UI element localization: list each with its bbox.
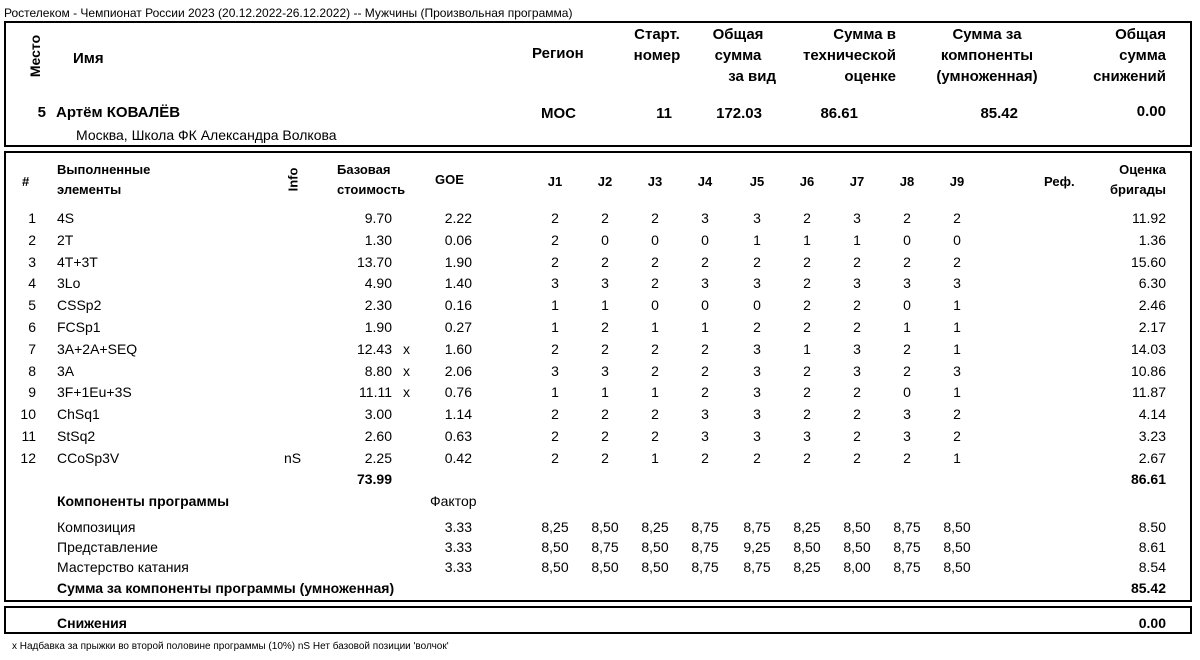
component-name: Мастерство катания [57, 559, 189, 575]
element-judge-5: 3 [753, 341, 761, 357]
element-judge-2: 2 [601, 428, 609, 444]
element-goe: 1.90 [444, 254, 472, 270]
element-judge-5: 3 [753, 210, 761, 226]
element-score: 11.87 [1132, 384, 1166, 400]
element-score: 14.03 [1130, 341, 1166, 357]
element-judge-9: 3 [953, 275, 961, 291]
element-judge-4: 1 [701, 319, 709, 335]
element-judge-8: 1 [903, 319, 911, 335]
start-no-label-line1: Старт. [634, 26, 680, 43]
element-score: 2.17 [1138, 319, 1166, 335]
deductions-row-label: Снижения [57, 615, 127, 631]
element-goe: 1.40 [444, 275, 472, 291]
element-code: 4T+3T [57, 254, 98, 270]
element-score: 15.60 [1130, 254, 1166, 270]
element-judge-7: 2 [853, 254, 861, 270]
judge-header-5: J5 [749, 174, 765, 189]
element-judge-1: 1 [551, 384, 559, 400]
element-judge-3: 1 [651, 384, 659, 400]
component-name: Представление [57, 539, 158, 555]
element-judge-8: 3 [903, 428, 911, 444]
element-judge-2: 1 [601, 297, 609, 313]
element-num: 5 [28, 297, 36, 313]
judge-header-8: J8 [899, 174, 915, 189]
component-judge-5: 9,25 [743, 539, 771, 555]
element-num: 6 [28, 319, 36, 335]
element-judge-4: 3 [701, 428, 709, 444]
skater-name: Артём КОВАЛЁВ [56, 104, 181, 121]
judge-header-9: J9 [949, 174, 965, 189]
skater-place: 5 [37, 104, 46, 121]
component-judge-8: 8,75 [893, 539, 921, 555]
element-score: 2.67 [1138, 450, 1166, 466]
element-judge-8: 3 [903, 275, 911, 291]
element-judge-8: 2 [903, 363, 911, 379]
element-judge-5: 3 [753, 275, 761, 291]
element-base: 3.00 [364, 406, 392, 422]
element-base: 12.43 [356, 341, 392, 357]
element-judge-7: 1 [853, 232, 861, 248]
element-judge-9: 2 [953, 254, 961, 270]
col-score-header-line1: Оценка [1119, 162, 1166, 177]
element-goe: 0.76 [444, 384, 472, 400]
col-score-header [1086, 160, 1166, 200]
element-judge-5: 3 [753, 363, 761, 379]
element-judge-4: 3 [701, 275, 709, 291]
element-judge-6: 1 [803, 232, 811, 248]
deductions-label [1076, 24, 1166, 87]
element-judge-6: 2 [803, 297, 811, 313]
element-base: 2.60 [364, 428, 392, 444]
component-judge-1: 8,50 [541, 539, 569, 555]
element-base: 11.11 [359, 384, 392, 400]
start-no-label [622, 24, 692, 66]
component-score: 8.61 [1138, 539, 1166, 555]
component-factor: 3.33 [444, 559, 472, 575]
element-judge-5: 0 [753, 297, 761, 313]
component-judge-6: 8,50 [793, 539, 821, 555]
element-code: 3A+2A+SEQ [57, 341, 138, 357]
component-score: 8.54 [1138, 559, 1166, 575]
element-judge-1: 3 [551, 363, 559, 379]
element-code: ChSq1 [57, 406, 100, 422]
element-score: 2.46 [1138, 297, 1166, 313]
element-num: 1 [28, 210, 36, 226]
element-code: FCSp1 [57, 319, 101, 335]
judge-header-7: J7 [849, 174, 865, 189]
tes-label-line2: технической [802, 47, 896, 64]
element-judge-7: 2 [853, 319, 861, 335]
skater-pcs: 85.42 [980, 105, 1018, 122]
pcs-label-line1: Сумма за [952, 26, 1022, 43]
component-score: 8.50 [1138, 519, 1166, 535]
element-judge-4: 2 [701, 450, 709, 466]
total-label-line3: за вид [728, 68, 776, 85]
element-bonus-mark: x [403, 384, 410, 400]
component-judge-8: 8,75 [893, 519, 921, 535]
element-judge-9: 2 [953, 428, 961, 444]
element-judge-5: 2 [753, 254, 761, 270]
deductions-box [4, 606, 1192, 634]
element-judge-2: 1 [601, 384, 609, 400]
element-judge-5: 2 [753, 450, 761, 466]
judge-header-6: J6 [799, 174, 815, 189]
element-judge-4: 2 [701, 363, 709, 379]
element-num: 11 [21, 428, 36, 444]
element-judge-9: 1 [953, 297, 961, 313]
skater-total: 172.03 [716, 105, 762, 122]
component-judge-4: 8,75 [691, 539, 719, 555]
deductions-label-line1: Общая [1115, 26, 1166, 43]
tes-total: 86.61 [1130, 471, 1166, 487]
component-judge-9: 8,50 [943, 539, 971, 555]
element-judge-8: 2 [903, 341, 911, 357]
element-num: 10 [20, 406, 36, 422]
element-judge-5: 1 [753, 232, 761, 248]
element-judge-7: 2 [853, 297, 861, 313]
element-judge-8: 0 [903, 384, 911, 400]
element-judge-7: 3 [853, 210, 861, 226]
element-code: 2T [57, 232, 74, 248]
element-judge-9: 1 [953, 341, 961, 357]
element-goe: 0.06 [444, 232, 472, 248]
element-bonus-mark: x [403, 363, 410, 379]
component-judge-2: 8,50 [591, 559, 619, 575]
element-judge-2: 2 [601, 319, 609, 335]
element-num: 9 [28, 384, 36, 400]
element-judge-8: 0 [903, 232, 911, 248]
col-elements-header [57, 160, 150, 200]
place-label: Место [27, 34, 43, 78]
element-num: 4 [28, 275, 36, 291]
element-judge-4: 3 [701, 210, 709, 226]
component-judge-7: 8,50 [843, 539, 871, 555]
components-title: Компоненты программы [57, 493, 230, 509]
element-judge-7: 3 [853, 275, 861, 291]
total-label-line2: сумма [714, 47, 762, 64]
element-judge-7: 3 [853, 363, 861, 379]
element-judge-1: 3 [551, 275, 559, 291]
element-judge-2: 2 [601, 406, 609, 422]
skater-club: Москва, Школа ФК Александра Волкова [76, 127, 337, 143]
element-judge-3: 0 [651, 232, 659, 248]
element-goe: 0.63 [444, 428, 472, 444]
element-judge-1: 2 [551, 406, 559, 422]
components-sum-label: Сумма за компоненты программы (умноженная) [57, 580, 395, 596]
element-judge-3: 2 [651, 254, 659, 270]
component-judge-6: 8,25 [793, 559, 821, 575]
component-judge-3: 8,50 [641, 539, 669, 555]
element-judge-6: 3 [803, 428, 811, 444]
component-factor: 3.33 [444, 539, 472, 555]
deductions-label-line3: снижений [1093, 68, 1166, 85]
pcs-label-line3: (умноженная) [936, 68, 1038, 85]
component-judge-9: 8,50 [943, 519, 971, 535]
element-base: 1.30 [364, 232, 392, 248]
skater-deductions: 0.00 [1136, 103, 1166, 120]
element-judge-1: 2 [551, 428, 559, 444]
col-score-header-line2: бригады [1110, 182, 1166, 197]
element-judge-6: 2 [803, 363, 811, 379]
element-code: 3Lo [57, 275, 81, 291]
element-judge-6: 2 [803, 319, 811, 335]
element-judge-2: 2 [601, 450, 609, 466]
element-judge-1: 2 [551, 232, 559, 248]
element-num: 7 [28, 341, 36, 357]
component-judge-9: 8,50 [943, 559, 971, 575]
element-judge-3: 2 [651, 210, 659, 226]
deductions-label-line2: сумма [1119, 47, 1166, 64]
element-goe: 2.06 [444, 363, 472, 379]
element-judge-2: 3 [601, 363, 609, 379]
element-code: 4S [57, 210, 75, 226]
element-judge-7: 2 [853, 384, 861, 400]
component-judge-3: 8,25 [641, 519, 669, 535]
element-judge-9: 2 [953, 210, 961, 226]
element-judge-7: 3 [853, 341, 861, 357]
element-base: 1.90 [364, 319, 392, 335]
element-judge-8: 3 [903, 406, 911, 422]
tes-label-line1: Сумма в [833, 26, 896, 43]
element-base: 9.70 [364, 210, 392, 226]
element-code: CSSp2 [57, 297, 102, 313]
footnote: x Надбавка за прыжки во второй половине программы (10%) nS Нет базовой позиции 'волчок' [12, 641, 449, 652]
skater-start-no: 11 [656, 105, 672, 122]
element-code: 3F+1Eu+3S [57, 384, 132, 400]
element-goe: 1.60 [444, 341, 472, 357]
element-judge-6: 2 [803, 384, 811, 400]
element-judge-3: 2 [651, 406, 659, 422]
element-judge-4: 2 [701, 341, 709, 357]
element-judge-9: 0 [953, 232, 961, 248]
component-judge-4: 8,75 [691, 559, 719, 575]
element-judge-5: 3 [753, 406, 761, 422]
judge-header-3: J3 [647, 174, 663, 189]
element-judge-4: 3 [701, 406, 709, 422]
element-judge-2: 0 [601, 232, 609, 248]
judge-header-1: J1 [547, 174, 563, 189]
col-ref-header: Реф. [1044, 174, 1075, 189]
component-judge-8: 8,75 [893, 559, 921, 575]
element-judge-9: 3 [953, 363, 961, 379]
element-bonus-mark: x [403, 341, 410, 357]
element-judge-6: 2 [803, 275, 811, 291]
col-info-header: Info [285, 167, 301, 192]
components-sum-value: 85.42 [1130, 580, 1166, 596]
component-factor: 3.33 [444, 519, 472, 535]
element-judge-8: 0 [903, 297, 911, 313]
component-judge-1: 8,50 [541, 559, 569, 575]
element-judge-3: 2 [651, 428, 659, 444]
element-judge-6: 1 [803, 341, 811, 357]
component-name: Композиция [57, 519, 136, 535]
component-judge-2: 8,75 [591, 539, 619, 555]
element-judge-3: 0 [651, 297, 659, 313]
base-total: 73.99 [356, 471, 392, 487]
element-base: 4.90 [364, 275, 392, 291]
col-base-header-line2: стоимость [337, 182, 406, 197]
event-title: Ростелеком - Чемпионат России 2023 (20.12.2022-26.12.2022) -- Мужчины (Произвольная программа) [4, 6, 573, 20]
element-judge-3: 1 [651, 319, 659, 335]
element-judge-4: 0 [701, 232, 709, 248]
element-judge-8: 2 [903, 210, 911, 226]
tes-label-line3: оценке [844, 68, 896, 85]
element-judge-3: 2 [651, 341, 659, 357]
component-judge-5: 8,75 [743, 559, 771, 575]
component-judge-3: 8,50 [641, 559, 669, 575]
skater-region: MOC [541, 105, 576, 122]
element-judge-8: 2 [903, 254, 911, 270]
element-goe: 0.42 [444, 450, 472, 466]
element-goe: 1.14 [444, 406, 472, 422]
component-judge-6: 8,25 [793, 519, 821, 535]
pcs-label [925, 24, 1049, 87]
element-judge-3: 2 [651, 275, 659, 291]
element-judge-7: 2 [853, 428, 861, 444]
element-judge-3: 1 [651, 450, 659, 466]
factor-label: Фактор [430, 493, 477, 509]
element-code: StSq2 [57, 428, 96, 444]
element-base: 2.30 [364, 297, 392, 313]
component-judge-7: 8,50 [843, 519, 871, 535]
element-goe: 2.22 [444, 210, 472, 226]
element-score: 10.86 [1130, 363, 1166, 379]
element-num: 2 [28, 232, 36, 248]
element-judge-5: 3 [753, 384, 761, 400]
element-judge-2: 2 [601, 341, 609, 357]
judge-header-2: J2 [597, 174, 613, 189]
col-elements-header-line1: Выполненные [57, 162, 151, 177]
element-goe: 0.16 [444, 297, 472, 313]
element-goe: 0.27 [444, 319, 472, 335]
element-judge-1: 2 [551, 450, 559, 466]
element-judge-9: 2 [953, 406, 961, 422]
element-judge-8: 2 [903, 450, 911, 466]
element-judge-1: 1 [551, 319, 559, 335]
pcs-label-line2: компоненты [940, 47, 1034, 64]
element-num: 3 [28, 254, 36, 270]
element-judge-9: 1 [953, 450, 961, 466]
element-judge-2: 3 [601, 275, 609, 291]
skater-tes: 86.61 [820, 105, 858, 122]
element-score: 6.30 [1138, 275, 1166, 291]
component-judge-4: 8,75 [691, 519, 719, 535]
element-score: 3.23 [1138, 428, 1166, 444]
component-judge-1: 8,25 [541, 519, 569, 535]
tes-label [788, 24, 896, 87]
element-base: 2.25 [364, 450, 392, 466]
element-score: 1.36 [1138, 232, 1166, 248]
element-code: 3A [57, 363, 75, 379]
element-judge-6: 2 [803, 450, 811, 466]
element-score: 4.14 [1138, 406, 1166, 422]
element-judge-4: 2 [701, 254, 709, 270]
col-base-header [337, 160, 405, 200]
deductions-row-value: 0.00 [1138, 615, 1166, 631]
element-judge-4: 2 [701, 384, 709, 400]
element-judge-6: 2 [803, 210, 811, 226]
element-num: 12 [20, 450, 36, 466]
element-base: 8.80 [364, 363, 392, 379]
col-num-header: # [22, 174, 30, 189]
element-judge-5: 3 [753, 428, 761, 444]
element-base: 13.70 [356, 254, 392, 270]
element-judge-7: 2 [853, 450, 861, 466]
col-base-header-line1: Базовая [337, 162, 391, 177]
total-label-line1: Общая [712, 26, 764, 43]
component-judge-2: 8,50 [591, 519, 619, 535]
element-judge-6: 2 [803, 406, 811, 422]
element-judge-1: 1 [551, 297, 559, 313]
total-label [700, 24, 776, 87]
element-judge-2: 2 [601, 254, 609, 270]
name-label: Имя [73, 50, 104, 67]
element-judge-2: 2 [601, 210, 609, 226]
element-judge-3: 2 [651, 363, 659, 379]
col-goe-header: GOE [435, 172, 464, 187]
element-code: CCoSp3V [57, 450, 120, 466]
element-judge-1: 2 [551, 341, 559, 357]
element-judge-1: 2 [551, 210, 559, 226]
element-info: nS [284, 450, 302, 466]
judge-header-4: J4 [697, 174, 713, 189]
region-label: Регион [532, 45, 584, 62]
element-judge-1: 2 [551, 254, 559, 270]
col-elements-header-line2: элементы [57, 182, 122, 197]
element-judge-5: 2 [753, 319, 761, 335]
element-score: 11.92 [1132, 210, 1166, 226]
element-judge-9: 1 [953, 319, 961, 335]
start-no-label-line2: номер [633, 47, 681, 64]
component-judge-7: 8,00 [843, 559, 871, 575]
component-judge-5: 8,75 [743, 519, 771, 535]
element-judge-9: 1 [953, 384, 961, 400]
element-judge-4: 0 [701, 297, 709, 313]
element-judge-7: 2 [853, 406, 861, 422]
element-num: 8 [28, 363, 36, 379]
element-judge-6: 2 [803, 254, 811, 270]
